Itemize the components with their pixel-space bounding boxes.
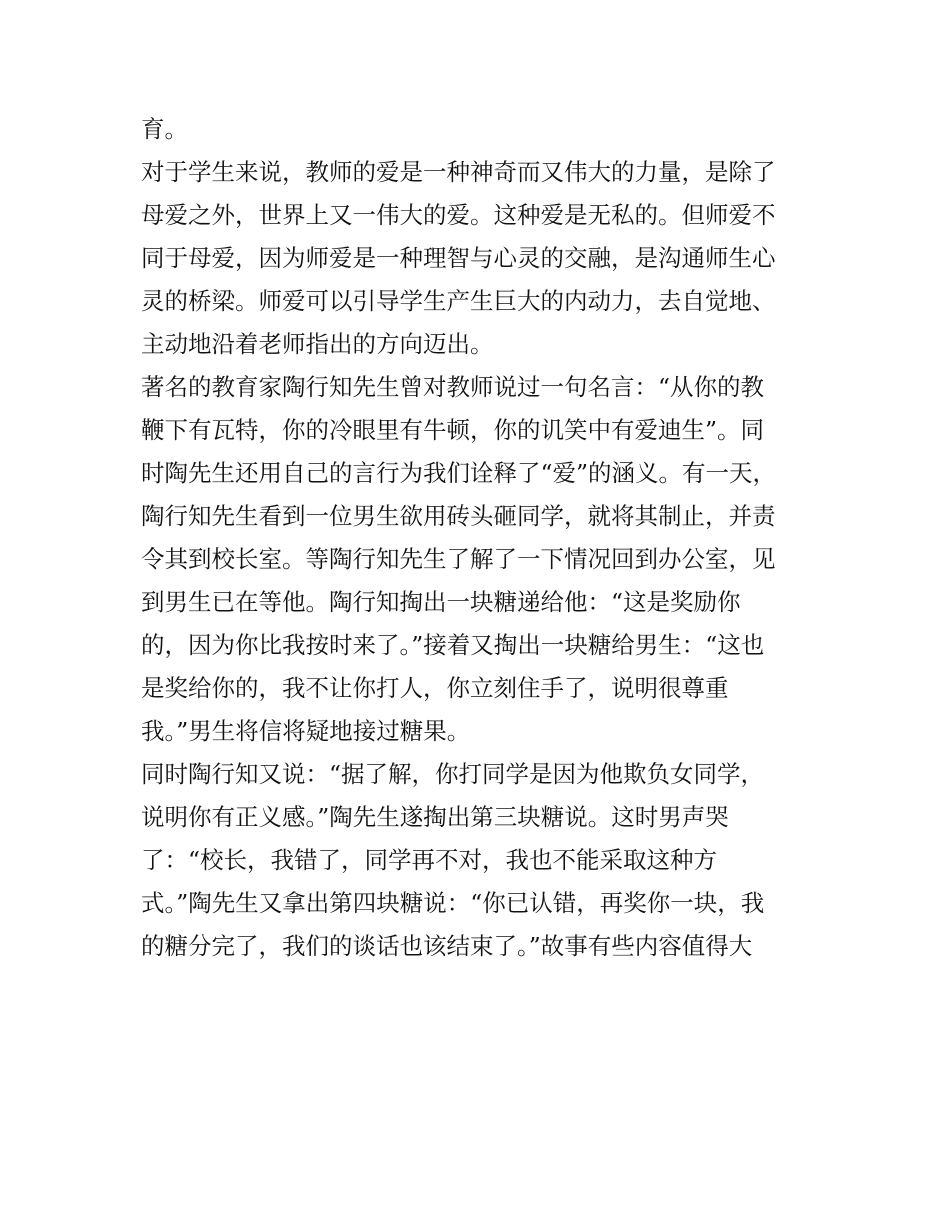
text-line: 同时陶行知又说：“据了解，你打同学是因为他欺负女同学，: [141, 760, 765, 788]
text-line: 对于学生来说，教师的爱是一种神奇而又伟大的力量，是除了: [141, 158, 776, 186]
text-line: 著名的教育家陶行知先生曾对教师说过一句名言：“从你的教: [141, 373, 765, 401]
text-line: 是奖给你的，我不让你打人，你立刻住手了，说明很尊重: [141, 674, 729, 702]
text-line: 说明你有正义感。”陶先生遂掏出第三块糖说。这时男声哭: [141, 803, 729, 831]
text-line: 到男生已在等他。陶行知掏出一块糖递给他：“这是奖励你: [141, 588, 741, 616]
text-line: 母爱之外，世界上又一伟大的爱。这种爱是无私的。但师爱不: [141, 201, 776, 229]
text-line: 鞭下有瓦特，你的冷眼里有牛顿，你的讥笑中有爱迪生”。同: [141, 416, 765, 444]
text-line: 了：“校长，我错了，同学再不对，我也不能采取这种方: [141, 846, 718, 874]
text-line: 主动地沿着老师指出的方向迈出。: [141, 330, 494, 358]
body-text: [141, 108, 821, 968]
text-line: 式。”陶先生又拿出第四块糖说：“你已认错，再奖你一块，我: [141, 889, 765, 917]
text-line: 的糖分完了，我们的谈话也该结束了。”故事有些内容值得大: [141, 932, 753, 960]
text-line: 育。: [141, 115, 188, 143]
text-line: 同于母爱，因为师爱是一种理智与心灵的交融，是沟通师生心: [141, 244, 776, 272]
text-line: 陶行知先生看到一位男生欲用砖头砸同学，就将其制止，并责: [141, 502, 776, 530]
text-line: 令其到校长室。等陶行知先生了解了一下情况回到办公室，见: [141, 545, 776, 573]
text-line: 时陶先生还用自己的言行为我们诠释了“爱”的涵义。有一天，: [141, 459, 777, 487]
text-line: 灵的桥梁。师爱可以引导学生产生巨大的内动力，去自觉地、: [141, 287, 776, 315]
text-line: 我。”男生将信将疑地接过糖果。: [141, 717, 471, 745]
text-line: 的，因为你比我按时来了。”接着又掏出一块糖给男生：“这也: [141, 631, 765, 659]
